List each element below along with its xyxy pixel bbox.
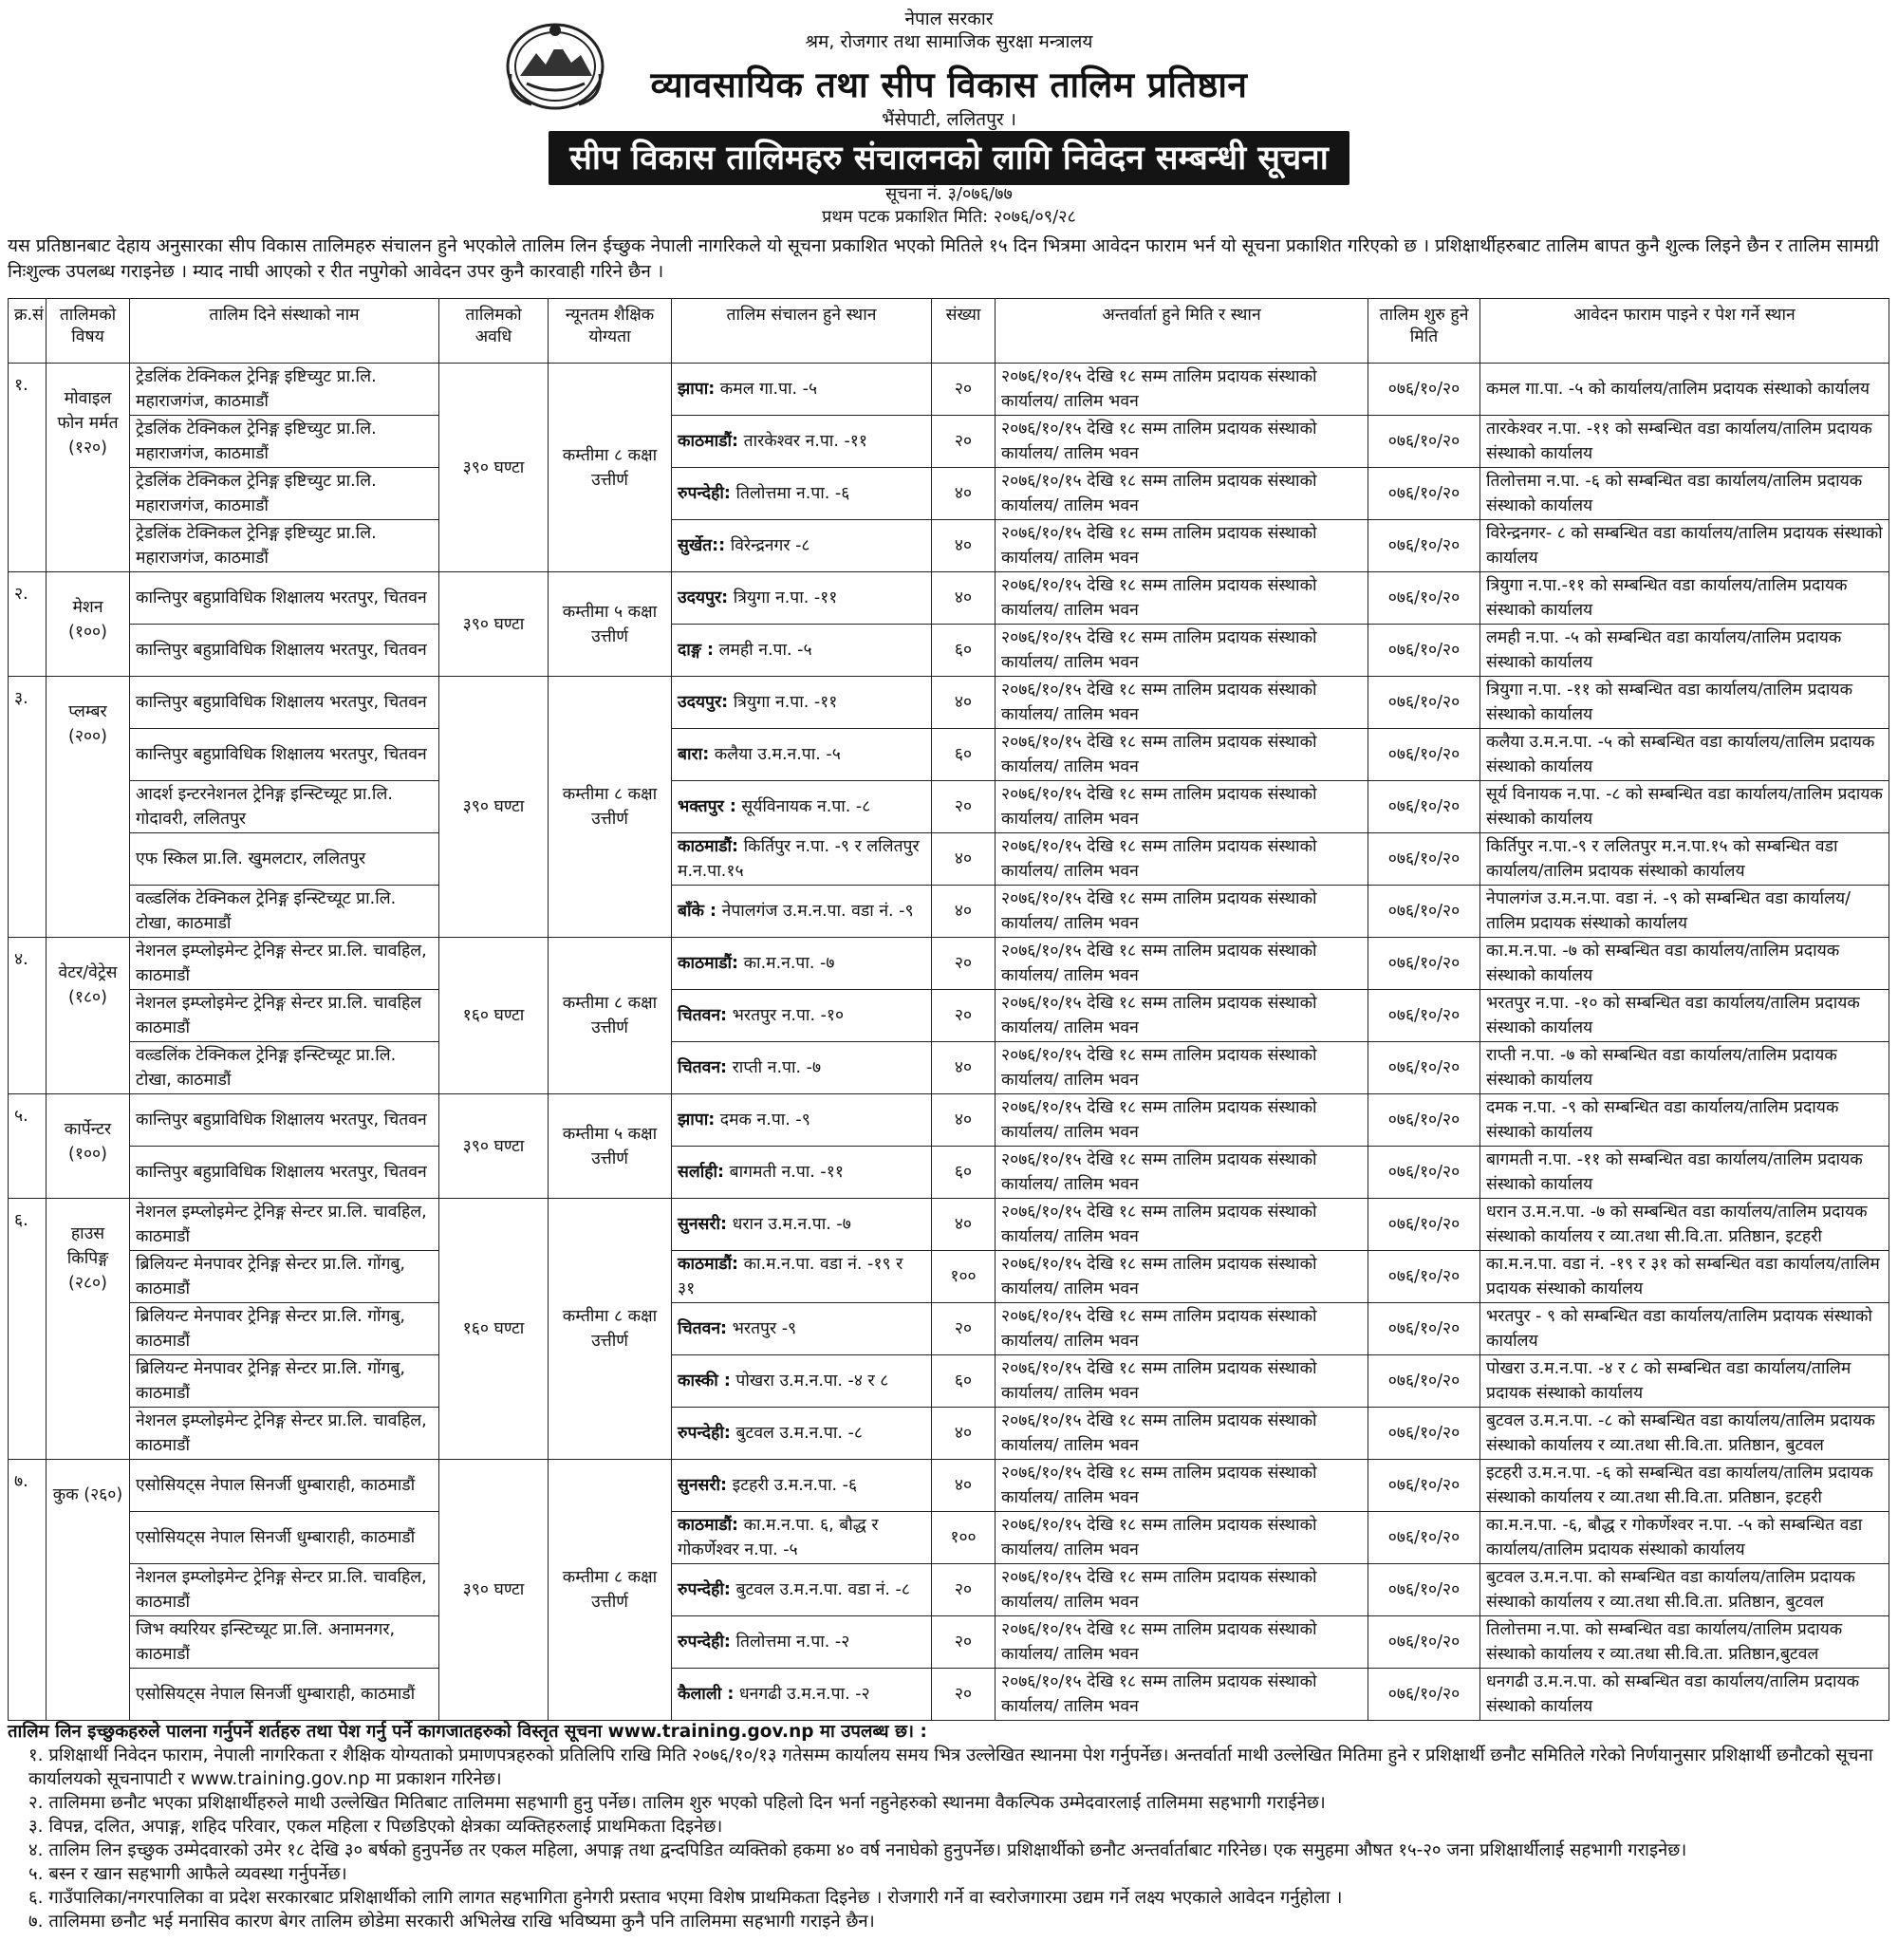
- location-label: त्रियुगा न.पा. -११: [728, 588, 838, 607]
- participant-count: २०: [932, 1669, 996, 1721]
- start-date: ०७६/१०/२०: [1368, 886, 1480, 938]
- interview-date-place: २०७६/१०/१५ देखि १८ सम्म तालिम प्रदायक संस्थाको कार्यालय/ तालिम भवन: [996, 781, 1368, 833]
- application-place: बुटवल उ.म.न.पा. को सम्बन्धित वडा कार्यालय/तालिम प्रदायक संस्थाको कार्यालय र व्या.तथा सी.वि.ता. प्रतिष्ठान, बुटवल: [1480, 1564, 1889, 1616]
- interview-date-place: २०७६/१०/१५ देखि १८ सम्म तालिम प्रदायक संस्थाको कार्यालय/ तालिम भवन: [996, 1042, 1368, 1094]
- header-start-date: तालिम शुरु हुने मिति: [1368, 299, 1480, 364]
- training-location: [672, 1042, 932, 1094]
- min-qualification: कम्तीमा ८ कक्षा उत्तीर्ण: [549, 938, 672, 1094]
- location-label: दमक न.पा. -९: [715, 1111, 810, 1129]
- header-interview: अन्तर्वार्ता हुने मिति र स्थान: [996, 299, 1368, 364]
- institute-name: एसोसियट्स नेपाल सिनर्जी धुम्बाराही, काठमाडौं: [130, 1512, 439, 1564]
- table-row: [9, 886, 1889, 938]
- gov-label: नेपाल सरकार: [904, 9, 994, 29]
- training-location: [672, 1460, 932, 1512]
- application-place: तारकेश्वर न.पा. -११ को सम्बन्धित वडा कार्यालय/तालिम प्रदायक संस्थाको कार्यालय: [1480, 416, 1889, 468]
- participant-count: २०: [932, 364, 996, 416]
- institute-name: एसोसियट्स नेपाल सिनर्जी धुम्बाराही, काठमाडौं: [130, 1669, 439, 1721]
- institute-name: ट्रेडलिंक टेक्निकल ट्रेनिङ्ग इष्टिच्युट प्रा.लि. महाराजगंज, काठमाडौं: [130, 416, 439, 468]
- location-label: का.म.न.पा. -७: [738, 954, 835, 973]
- interview-date-place: २०७६/१०/१५ देखि १८ सम्म तालिम प्रदायक संस्थाको कार्यालय/ तालिम भवन: [996, 468, 1368, 520]
- table-row: [9, 1303, 1889, 1355]
- interview-date-place: २०७६/१०/१५ देखि १८ सम्म तालिम प्रदायक संस्थाको कार्यालय/ तालिम भवन: [996, 990, 1368, 1042]
- participant-count: ६०: [932, 1147, 996, 1199]
- serial-number: ५.: [9, 1094, 47, 1199]
- interview-date-place: २०७६/१०/१५ देखि १८ सम्म तालिम प्रदायक संस्थाको कार्यालय/ तालिम भवन: [996, 1408, 1368, 1460]
- application-place: पोखरा उ.म.न.पा. -४ र ८ को सम्बन्धित वडा कार्यालय/तालिम प्रदायक संस्थाको कार्यालय: [1480, 1355, 1889, 1408]
- interview-date-place: २०७६/१०/१५ देखि १८ सम्म तालिम प्रदायक संस्थाको कार्यालय/ तालिम भवन: [996, 729, 1368, 781]
- district-label: उदयपुर:: [678, 693, 729, 712]
- start-date: ०७६/१०/२०: [1368, 1094, 1480, 1147]
- institute-name: कान्तिपुर बहुप्राविधिक शिक्षालय भरतपुर, चितवन: [130, 677, 439, 729]
- application-place: दमक न.पा. -९ को सम्बन्धित वडा कार्यालय/तालिम प्रदायक संस्थाको कार्यालय: [1480, 1094, 1889, 1147]
- district-label: चितवन:: [678, 1319, 728, 1338]
- table-row: [9, 364, 1889, 416]
- location-label: भरतपुर -९: [727, 1319, 797, 1338]
- training-location: [672, 1669, 932, 1721]
- institute-name: ट्रेडलिंक टेक्निकल ट्रेनिङ्ग इष्टिच्युट प्रा.लि. महाराजगंज, काठमाडौं: [130, 364, 439, 416]
- min-qualification: कम्तीमा ५ कक्षा उत्तीर्ण: [549, 572, 672, 677]
- table-row: [9, 938, 1889, 990]
- serial-number: ३.: [9, 677, 47, 938]
- condition-item: २. तालिममा छनौट भएका प्रशिक्षार्थीहरुले माथी उल्लेखित मितिबाट तालिममा सहभागी हुनु पर्नेछ। तालिम शुरु भएको पहिलो दिन भर्ना नहुनेहरुको स्थानमा वैकल्पिक उम्मेदवारलाई तालिममा सहभागी गराईनेछ।: [28, 1793, 1326, 1813]
- start-date: ०७६/१०/२०: [1368, 468, 1480, 520]
- application-place: त्रियुगा न.पा.-११ को सम्बन्धित वडा कार्यालय/तालिम प्रदायक संस्थाको कार्यालय: [1480, 572, 1889, 625]
- location-label: बुटवल उ.म.न.पा. -८: [730, 1424, 863, 1443]
- interview-date-place: २०७६/१०/१५ देखि १८ सम्म तालिम प्रदायक संस्थाको कार्यालय/ तालिम भवन: [996, 572, 1368, 625]
- district-label: भक्तपुर :: [678, 797, 736, 816]
- table-row: [9, 416, 1889, 468]
- application-place: बागमती न.पा. -११ को सम्बन्धित वडा कार्यालय/तालिम प्रदायक संस्थाको कार्यालय: [1480, 1147, 1889, 1199]
- institute-name: वल्र्डलिंक टेक्निकल ट्रेनिङ्ग इन्स्टिच्यूट प्रा.लि. टोखा, काठमाडौं: [130, 1042, 439, 1094]
- table-row: [9, 468, 1889, 520]
- start-date: ०७६/१०/२०: [1368, 520, 1480, 572]
- start-date: ०७६/१०/२०: [1368, 625, 1480, 677]
- interview-date-place: २०७६/१०/१५ देखि १८ सम्म तालिम प्रदायक संस्थाको कार्यालय/ तालिम भवन: [996, 1512, 1368, 1564]
- location-label: विरेन्द्रनगर -८: [725, 536, 810, 555]
- district-label: काठमाडौं:: [678, 837, 739, 856]
- institute-name: एसोसियट्स नेपाल सिनर्जी धुम्बाराही, काठमाडौं: [130, 1460, 439, 1512]
- ministry-label: श्रम, रोजगार तथा सामाजिक सुरक्षा मन्त्रालय: [805, 31, 1093, 52]
- district-label: काठमाडौं:: [678, 1516, 739, 1535]
- district-label: रुपन्देही:: [678, 1424, 731, 1443]
- table-header-row: [9, 299, 1889, 364]
- institute-name: नेशनल इम्प्लोइमेन्ट ट्रेनिङ्ग सेन्टर प्रा.लि. चावहिल काठमाडौं: [130, 990, 439, 1042]
- start-date: ०७६/१०/२०: [1368, 364, 1480, 416]
- training-subject: प्लम्बर (२००): [47, 677, 130, 938]
- district-label: सुनसरी:: [678, 1476, 728, 1495]
- location-label: नेपालगंज उ.म.न.पा. वडा नं. -९: [716, 902, 914, 921]
- institute-name: एफ स्किल प्रा.लि. खुमलटार, ललितपुर: [130, 833, 439, 886]
- participant-count: २०: [932, 1616, 996, 1669]
- training-location: [672, 729, 932, 781]
- start-date: ०७६/१०/२०: [1368, 1460, 1480, 1512]
- interview-date-place: २०७६/१०/१५ देखि १८ सम्म तालिम प्रदायक संस्थाको कार्यालय/ तालिम भवन: [996, 520, 1368, 572]
- condition-item: ४. तालिम लिन इच्छुक उम्मेदवारको उमेर १८ देखि ३० बर्षको हुनुपर्नेछ तर एकल महिला, अपाङ्ग तथा द्वन्दपिडित व्यक्तिको हकमा ४० वर्ष ननाघेको हुनुपर्नेछ। प्रशिक्षार्थीको छनौट अन्तर्वार्ताबाट गरिनेछ। एक समुहमा औषत १५-२० जना प्रशिक्षार्थीलाई सहभागी गराइनेछ।: [28, 1840, 1687, 1860]
- application-place: कमल गा.पा. -५ को कार्यालय/तालिम प्रदायक संस्थाको कार्यालय: [1480, 364, 1889, 416]
- location-label: लमही न.पा. -५: [714, 641, 812, 660]
- training-table: [8, 298, 1889, 1721]
- condition-item: ३. विपन्न, दलित, अपाङ्ग, शहिद परिवार, एकल महिला र पिछडिएको क्षेत्रका व्यक्तिहरुलाई प्राथमिकता दिइनेछ।: [28, 1817, 723, 1837]
- district-label: झापा:: [678, 380, 716, 399]
- location-label: तारकेश्वर न.पा. -११: [738, 432, 867, 451]
- location-label: धनगढी उ.म.न.पा. -२: [734, 1685, 870, 1704]
- interview-date-place: २०७६/१०/१५ देखि १८ सम्म तालिम प्रदायक संस्थाको कार्यालय/ तालिम भवन: [996, 1616, 1368, 1669]
- table-row: [9, 1408, 1889, 1460]
- application-place: लमही न.पा. -५ को सम्बन्धित वडा कार्यालय/तालिम प्रदायक संस्थाको कार्यालय: [1480, 625, 1889, 677]
- institute-name: ट्रेडलिंक टेक्निकल ट्रेनिङ्ग इष्टिच्युट प्रा.लि. महाराजगंज, काठमाडौं: [130, 468, 439, 520]
- application-place: कलैया उ.म.न.पा. -५ को सम्बन्धित वडा कार्यालय/तालिम प्रदायक संस्थाको कार्यालय: [1480, 729, 1889, 781]
- participant-count: १००: [932, 1251, 996, 1303]
- participant-count: ४०: [932, 572, 996, 625]
- training-location: [672, 1094, 932, 1147]
- table-row: [9, 1251, 1889, 1303]
- district-label: काठमाडौं:: [678, 1255, 739, 1274]
- application-place: किर्तिपुर न.पा.-९ र ललितपुर म.न.पा.१५ को सम्बन्धित वडा कार्यालय/तालिम प्रदायक संस्थाको कार्यालय: [1480, 833, 1889, 886]
- application-place: का.म.न.पा. -६, बौद्ध र गोकर्णेश्वर न.पा. -५ को सम्बन्धित वडा कार्यालय/तालिम प्रदायक संस्थाको कार्यालय: [1480, 1512, 1889, 1564]
- application-place: का.म.न.पा. वडा नं. -१९ र ३१ को सम्बन्धित वडा कार्यालय/तालिम प्रदायक संस्थाको कार्यालय: [1480, 1251, 1889, 1303]
- application-place: धनगढी उ.म.न.पा. को सम्बन्धित वडा कार्यालय/तालिम प्रदायक संस्थाको कार्यालय: [1480, 1669, 1889, 1721]
- interview-date-place: २०७६/१०/१५ देखि १८ सम्म तालिम प्रदायक संस्थाको कार्यालय/ तालिम भवन: [996, 1460, 1368, 1512]
- district-label: रुपन्देही:: [678, 1633, 731, 1652]
- institute-name: ब्रिलियन्ट मेनपावर ट्रेनिङ्ग सेन्टर प्रा.लि. गोंगबु, काठमाडौं: [130, 1251, 439, 1303]
- table-row: [9, 677, 1889, 729]
- location-label: बुटवल उ.म.न.पा. वडा नं. -८: [730, 1580, 910, 1599]
- district-label: सुनसरी:: [678, 1215, 728, 1234]
- application-place: भरतपुर - ९ को सम्बन्धित वडा कार्यालय/तालिम प्रदायक संस्थाको कार्यालय: [1480, 1303, 1889, 1355]
- application-place: त्रियुगा न.पा. -११ को सम्बन्धित वडा कार्यालय/तालिम प्रदायक संस्थाको कार्यालय: [1480, 677, 1889, 729]
- district-label: बाँके :: [678, 902, 717, 921]
- district-label: झापा:: [678, 1111, 716, 1129]
- start-date: ०७६/१०/२०: [1368, 781, 1480, 833]
- condition-item: ५. बस्न र खान सहभागी आफैले व्यवस्था गर्नुपर्नेछ।: [28, 1864, 347, 1884]
- institute-name: ब्रिलियन्ट मेनपावर ट्रेनिङ्ग सेन्टर प्रा.लि. गोंगबु, काठमाडौं: [130, 1303, 439, 1355]
- location-label: पोखरा उ.म.न.पा. -४ र ८: [730, 1372, 889, 1391]
- header-subject: तालिमको विषय: [47, 299, 130, 364]
- participant-count: २०: [932, 990, 996, 1042]
- interview-date-place: २०७६/१०/१५ देखि १८ सम्म तालिम प्रदायक संस्थाको कार्यालय/ तालिम भवन: [996, 1251, 1368, 1303]
- table-row: [9, 1199, 1889, 1251]
- application-place: बुटवल उ.म.न.पा. -८ को सम्बन्धित वडा कार्यालय/तालिम प्रदायक संस्थाको कार्यालय र व्या.तथा सी.वि.ता. प्रतिष्ठान, बुटवल: [1480, 1408, 1889, 1460]
- start-date: ०७६/१०/२०: [1368, 990, 1480, 1042]
- training-location: [672, 364, 932, 416]
- training-location: [672, 1616, 932, 1669]
- district-label: बारा:: [678, 745, 710, 764]
- location-label: कमल गा.पा. -५: [715, 380, 818, 399]
- interview-date-place: २०७६/१०/१५ देखि १८ सम्म तालिम प्रदायक संस्थाको कार्यालय/ तालिम भवन: [996, 1355, 1368, 1408]
- interview-date-place: २०७६/१०/१५ देखि १८ सम्म तालिम प्रदायक संस्थाको कार्यालय/ तालिम भवन: [996, 1094, 1368, 1147]
- district-label: सुर्खेत::: [678, 536, 726, 555]
- location-label: तिलोत्तमा न.पा. -६: [730, 484, 850, 503]
- table-row: [9, 1147, 1889, 1199]
- district-label: सर्लाही:: [678, 1163, 725, 1182]
- serial-number: ४.: [9, 938, 47, 1094]
- table-row: [9, 1564, 1889, 1616]
- application-place: भरतपुर न.पा. -१० को सम्बन्धित वडा कार्यालय/तालिम प्रदायक संस्थाको कार्यालय: [1480, 990, 1889, 1042]
- interview-date-place: २०७६/१०/१५ देखि १८ सम्म तालिम प्रदायक संस्थाको कार्यालय/ तालिम भवन: [996, 938, 1368, 990]
- training-location: [672, 1355, 932, 1408]
- application-place: राप्ती न.पा. -७ को सम्बन्धित वडा कार्यालय/तालिम प्रदायक संस्थाको कार्यालय: [1480, 1042, 1889, 1094]
- application-place: इटहरी उ.म.न.पा. -६ को सम्बन्धित वडा कार्यालय/तालिम प्रदायक संस्थाको कार्यालय र व्या.तथा सी.वि.ता. प्रतिष्ठान, इटहरी: [1480, 1460, 1889, 1512]
- header-institute: तालिम दिने संस्थाको नाम: [130, 299, 439, 364]
- table-row: [9, 1512, 1889, 1564]
- participant-count: २०: [932, 781, 996, 833]
- location-label: कलैया उ.म.न.पा. -५: [709, 745, 841, 764]
- table-body: [9, 364, 1889, 1721]
- start-date: ०७६/१०/२०: [1368, 1303, 1480, 1355]
- training-location: [672, 1251, 932, 1303]
- location-label: बागमती न.पा. -११: [724, 1163, 844, 1182]
- participant-count: ४०: [932, 468, 996, 520]
- training-location: [672, 677, 932, 729]
- intro-paragraph: यस प्रतिष्ठानबाट देहाय अनुसारका सीप विकास तालिमहरु संचालन हुने भएकोले तालिम लिन ईच्छुक नेपाली नागरिकले यो सूचना प्रकाशित भएको मितिले १५ दिन भित्रमा आवेदन फाराम भर्न यो सूचना प्रकाशित गरिएको छ । प्रशिक्षार्थीहरुबाट तालिम बापत कुनै शुल्क लिइने छैन र तालिम सामग्री निःशुल्क उपलब्ध गराइनेछ । म्याद नाघी आएको र रीत नपुगेको आवेदन उपर कुनै कारवाही गरिने छैन ।: [8, 235, 1880, 282]
- training-location: [672, 1408, 932, 1460]
- table-row: [9, 1094, 1889, 1147]
- table-row: [9, 572, 1889, 625]
- application-place: सूर्य विनायक न.पा. -८ को सम्बन्धित वडा कार्यालय/तालिम प्रदायक संस्थाको कार्यालय: [1480, 781, 1889, 833]
- min-qualification: कम्तीमा ५ कक्षा उत्तीर्ण: [549, 1094, 672, 1199]
- district-label: रुपन्देही:: [678, 1580, 731, 1599]
- min-qualification: कम्तीमा ८ कक्षा उत्तीर्ण: [549, 1199, 672, 1460]
- start-date: ०७६/१०/२०: [1368, 729, 1480, 781]
- training-duration: ३९० घण्टा: [439, 364, 549, 572]
- notice-number: सूचना नं. ३/०७६/७७: [885, 184, 1013, 204]
- participant-count: २०: [932, 416, 996, 468]
- header-qualification: न्यूनतम शैक्षिक योग्यता: [549, 299, 672, 364]
- application-place: नेपालगंज उ.म.न.पा. वडा नं. -९ को सम्बन्धित वडा कार्यालय/तालिम प्रदायक संस्थाको कार्यालय: [1480, 886, 1889, 938]
- institute-name: नेशनल इम्प्लोइमेन्ट ट्रेनिङ्ग सेन्टर प्रा.लि. चावहिल, काठमाडौं: [130, 1199, 439, 1251]
- start-date: ०७६/१०/२०: [1368, 416, 1480, 468]
- interview-date-place: २०७६/१०/१५ देखि १८ सम्म तालिम प्रदायक संस्थाको कार्यालय/ तालिम भवन: [996, 833, 1368, 886]
- training-location: [672, 938, 932, 990]
- participant-count: ४०: [932, 1199, 996, 1251]
- start-date: ०७६/१०/२०: [1368, 1669, 1480, 1721]
- training-location: [672, 1512, 932, 1564]
- institute-name: आदर्श इन्टरनेशनल ट्रेनिङ्ग इन्स्टिच्यूट प्रा.लि. गोदावरी, ललितपुर: [130, 781, 439, 833]
- header-sn: क्र.सं: [9, 299, 47, 364]
- participant-count: २०: [932, 1564, 996, 1616]
- min-qualification: कम्तीमा ८ कक्षा उत्तीर्ण: [549, 677, 672, 938]
- application-place: धरान उ.म.न.पा. -७ को सम्बन्धित वडा कार्यालय/तालिम प्रदायक संस्थाको कार्यालय र व्या.तथा सी.वि.ता. प्रतिष्ठान, इटहरी: [1480, 1199, 1889, 1251]
- start-date: ०७६/१०/२०: [1368, 938, 1480, 990]
- training-location: [672, 1199, 932, 1251]
- interview-date-place: २०७६/१०/१५ देखि १८ सम्म तालिम प्रदायक संस्थाको कार्यालय/ तालिम भवन: [996, 1147, 1368, 1199]
- district-label: उदयपुर:: [678, 588, 729, 607]
- condition-item: १. प्रशिक्षार्थी निवेदन फाराम, नेपाली नागरिकता र शैक्षिक योग्यताको प्रमाणपत्रहरुको प्रतिलिपि राखि मिति २०७६/१०/१३ गतेसम्म कार्यालय समय भित्र उल्लेखित स्थानमा पेश गर्नुपर्नेछ। अन्तर्वार्ता माथी उल्लेखित मितिमा हुने र प्रशिक्षार्थी छनौट समितिले गरेको निर्णयानुसार प्रशिक्षार्थी छनौटको सूचना कार्यालयको सूचनापाटी र www.training.gov.np मा प्रकाशन गरिनेछ।: [28, 1745, 1873, 1789]
- org-title: व्यावसायिक तथा सीप विकास तालिम प्रतिष्ठान: [650, 65, 1248, 105]
- participant-count: ४०: [932, 677, 996, 729]
- start-date: ०७६/१०/२०: [1368, 1147, 1480, 1199]
- serial-number: १.: [9, 364, 47, 572]
- notice-banner: सीप विकास तालिमहरु संचालनको लागि निवेदन सम्बन्धी सूचना: [549, 131, 1349, 185]
- org-address: भैंसेपाटी, ललितपुर ।: [882, 109, 1016, 130]
- interview-date-place: २०७६/१०/१५ देखि १८ सम्म तालिम प्रदायक संस्थाको कार्यालय/ तालिम भवन: [996, 886, 1368, 938]
- institute-name: ट्रेडलिंक टेक्निकल ट्रेनिङ्ग इष्टिच्युट प्रा.लि. महाराजगंज, काठमाडौं: [130, 520, 439, 572]
- location-label: तिलोत्तमा न.पा. -२: [730, 1633, 850, 1652]
- participant-count: ४०: [932, 886, 996, 938]
- institute-name: नेशनल इम्प्लोइमेन्ट ट्रेनिङ्ग सेन्टर प्रा.लि. चावहिल, काठमाडौं: [130, 938, 439, 990]
- training-subject: मेशन (१००): [47, 572, 130, 677]
- min-qualification: कम्तीमा ८ कक्षा उत्तीर्ण: [549, 1460, 672, 1721]
- training-location: [672, 625, 932, 677]
- training-duration: ३९० घण्टा: [439, 1460, 549, 1721]
- header-application-place: आवेदन फाराम पाइने र पेश गर्ने स्थान: [1480, 299, 1889, 364]
- start-date: ०७६/१०/२०: [1368, 1355, 1480, 1408]
- start-date: ०७६/१०/२०: [1368, 1512, 1480, 1564]
- district-label: चितवन:: [678, 1058, 728, 1077]
- training-location: [672, 781, 932, 833]
- serial-number: ६.: [9, 1199, 47, 1460]
- participant-count: ४०: [932, 520, 996, 572]
- table-row: [9, 990, 1889, 1042]
- application-place: विरेन्द्रनगर- ८ को सम्बन्धित वडा कार्यालय/तालिम प्रदायक संस्थाको कार्यालय: [1480, 520, 1889, 572]
- interview-date-place: २०७६/१०/१५ देखि १८ सम्म तालिम प्रदायक संस्थाको कार्यालय/ तालिम भवन: [996, 1564, 1368, 1616]
- serial-number: २.: [9, 572, 47, 677]
- start-date: ०७६/१०/२०: [1368, 833, 1480, 886]
- condition-item: ६. गाउँपालिका/नगरपालिका वा प्रदेश सरकारबाट प्रशिक्षार्थीको लागि लागत सहभागिता हुनेगरी प्रस्ताव भएमा विशेष प्राथमिकता दिइनेछ । रोजगारी गर्ने वा स्वरोजगारमा उद्यम गर्ने लक्ष्य भएकाले आवेदन गर्नुहोला ।: [28, 1888, 1343, 1908]
- start-date: ०७६/१०/२०: [1368, 1251, 1480, 1303]
- institute-name: नेशनल इम्प्लोइमेन्ट ट्रेनिङ्ग सेन्टर प्रा.लि. चावहिल, काठमाडौं: [130, 1408, 439, 1460]
- start-date: ०७६/१०/२०: [1368, 1408, 1480, 1460]
- participant-count: ४०: [932, 1460, 996, 1512]
- header-duration: तालिमको अवधि: [439, 299, 549, 364]
- training-duration: १६० घण्टा: [439, 938, 549, 1094]
- district-label: काठमाडौं:: [678, 432, 739, 451]
- participant-count: ४०: [932, 1408, 996, 1460]
- interview-date-place: २०७६/१०/१५ देखि १८ सम्म तालिम प्रदायक संस्थाको कार्यालय/ तालिम भवन: [996, 1199, 1368, 1251]
- start-date: ०७६/१०/२०: [1368, 1616, 1480, 1669]
- table-row: [9, 1042, 1889, 1094]
- participant-count: १००: [932, 1512, 996, 1564]
- participant-count: ६०: [932, 625, 996, 677]
- table-row: [9, 1616, 1889, 1669]
- training-location: [672, 520, 932, 572]
- district-label: काठमाडौं:: [678, 954, 739, 973]
- institute-name: ब्रिलियन्ट मेनपावर ट्रेनिङ्ग सेन्टर प्रा.लि. गोंगबु, काठमाडौं: [130, 1355, 439, 1408]
- location-label: राप्ती न.पा. -७: [727, 1058, 822, 1077]
- participant-count: ६०: [932, 1355, 996, 1408]
- location-label: त्रियुगा न.पा. -११: [728, 693, 838, 712]
- interview-date-place: २०७६/१०/१५ देखि १८ सम्म तालिम प्रदायक संस्थाको कार्यालय/ तालिम भवन: [996, 364, 1368, 416]
- training-duration: ३९० घण्टा: [439, 1094, 549, 1199]
- table-row: [9, 1355, 1889, 1408]
- training-subject: मोवाइल फोन मर्मत (१२०): [47, 364, 130, 572]
- training-duration: १६० घण्टा: [439, 1199, 549, 1460]
- start-date: ०७६/१०/२०: [1368, 572, 1480, 625]
- training-location: [672, 1564, 932, 1616]
- training-location: [672, 416, 932, 468]
- training-duration: ३९० घण्टा: [439, 677, 549, 938]
- participant-count: ४०: [932, 1042, 996, 1094]
- location-label: का.म.न.पा. वडा नं. -१९ र ३१: [678, 1255, 903, 1298]
- district-label: कास्की :: [678, 1372, 731, 1391]
- participant-count: २०: [932, 938, 996, 990]
- institute-name: कान्तिपुर बहुप्राविधिक शिक्षालय भरतपुर, चितवन: [130, 625, 439, 677]
- table-row: [9, 833, 1889, 886]
- serial-number: ७.: [9, 1460, 47, 1721]
- interview-date-place: २०७६/१०/१५ देखि १८ सम्म तालिम प्रदायक संस्थाको कार्यालय/ तालिम भवन: [996, 1303, 1368, 1355]
- start-date: ०७६/१०/२०: [1368, 1564, 1480, 1616]
- institute-name: कान्तिपुर बहुप्राविधिक शिक्षालय भरतपुर, चितवन: [130, 729, 439, 781]
- location-label: किर्तिपुर न.पा. -९ र ललितपुर म.न.पा.१५: [678, 837, 920, 881]
- conditions-heading: तालिम लिन इच्छुकहरुले पालना गर्नुपर्ने शर्तहरु तथा पेश गर्नु पर्ने कागजातहरुको विस्तृत सूचना www.training.gov.np मा उपलब्ध छ। :: [8, 1722, 927, 1742]
- interview-date-place: २०७६/१०/१५ देखि १८ सम्म तालिम प्रदायक संस्थाको कार्यालय/ तालिम भवन: [996, 625, 1368, 677]
- district-label: चितवन:: [678, 1006, 728, 1025]
- conditions-section: [8, 1720, 1890, 1933]
- min-qualification: कम्तीमा ८ कक्षा उत्तीर्ण: [549, 364, 672, 572]
- training-location: [672, 468, 932, 520]
- training-location: [672, 572, 932, 625]
- table-row: [9, 781, 1889, 833]
- training-subject: हाउस किपिङ्ग (२८०): [47, 1199, 130, 1460]
- start-date: ०७६/१०/२०: [1368, 1042, 1480, 1094]
- participant-count: ६०: [932, 729, 996, 781]
- table-row: [9, 1669, 1889, 1721]
- institute-name: कान्तिपुर बहुप्राविधिक शिक्षालय भरतपुर, चितवन: [130, 1094, 439, 1147]
- district-label: कैलाली :: [678, 1685, 735, 1704]
- district-label: रुपन्देही:: [678, 484, 731, 503]
- institute-name: वल्र्डलिंक टेक्निकल ट्रेनिङ्ग इन्स्टिच्यूट प्रा.लि. टोखा, काठमाडौं: [130, 886, 439, 938]
- table-row: [9, 625, 1889, 677]
- interview-date-place: २०७६/१०/१५ देखि १८ सम्म तालिम प्रदायक संस्थाको कार्यालय/ तालिम भवन: [996, 1669, 1368, 1721]
- training-subject: कुक (२६०): [47, 1460, 130, 1721]
- training-location: [672, 886, 932, 938]
- participant-count: ४०: [932, 833, 996, 886]
- location-label: का.म.न.पा. ६, बौद्ध र गोकर्णेश्वर न.पा. -५: [678, 1516, 879, 1559]
- location-label: भरतपुर न.पा. -१०: [727, 1006, 845, 1025]
- interview-date-place: २०७६/१०/१५ देखि १८ सम्म तालिम प्रदायक संस्थाको कार्यालय/ तालिम भवन: [996, 677, 1368, 729]
- training-location: [672, 1147, 932, 1199]
- application-place: तिलोत्तमा न.पा. -६ को सम्बन्धित वडा कार्यालय/तालिम प्रदायक संस्थाको कार्यालय: [1480, 468, 1889, 520]
- training-duration: ३९० घण्टा: [439, 572, 549, 677]
- application-place: का.म.न.पा. -७ को सम्बन्धित वडा कार्यालय/तालिम प्रदायक संस्थाको कार्यालय: [1480, 938, 1889, 990]
- training-location: [672, 833, 932, 886]
- location-label: इटहरी उ.म.न.पा. -६: [727, 1476, 858, 1495]
- interview-date-place: २०७६/१०/१५ देखि १८ सम्म तालिम प्रदायक संस्थाको कार्यालय/ तालिम भवन: [996, 416, 1368, 468]
- institute-name: कान्तिपुर बहुप्राविधिक शिक्षालय भरतपुर, चितवन: [130, 572, 439, 625]
- publish-date: प्रथम पटक प्रकाशित मिति: २०७६/०९/२८: [822, 207, 1076, 227]
- training-subject: वेटर/वेट्रेस (१८०): [47, 938, 130, 1094]
- header-count: संख्या: [932, 299, 996, 364]
- header-location: तालिम संचालन हुने स्थान: [672, 299, 932, 364]
- training-subject: कार्पेन्टर (१००): [47, 1094, 130, 1199]
- start-date: ०७६/१०/२०: [1368, 677, 1480, 729]
- table-row: [9, 1460, 1889, 1512]
- participant-count: ४०: [932, 1094, 996, 1147]
- condition-item: ७. तालिममा छनौट भई मनासिव कारण बेगर तालिम छोडेमा सरकारी अभिलेख राखि भविष्यमा कुनै पनि तालिममा सहभागी गराइने छैन।: [28, 1912, 875, 1932]
- table-row: [9, 729, 1889, 781]
- application-place: तिलोत्तमा न.पा. को सम्बन्धित वडा कार्यालय/तालिम प्रदायक संस्थाको कार्यालय र व्या.तथा सी.वि.ता. प्रतिष्ठान,बुटवल: [1480, 1616, 1889, 1669]
- start-date: ०७६/१०/२०: [1368, 1199, 1480, 1251]
- location-label: धरान उ.म.न.पा. -७: [727, 1215, 851, 1234]
- table-row: [9, 520, 1889, 572]
- institute-name: कान्तिपुर बहुप्राविधिक शिक्षालय भरतपुर, चितवन: [130, 1147, 439, 1199]
- training-location: [672, 990, 932, 1042]
- training-location: [672, 1303, 932, 1355]
- location-label: सूर्यविनायक न.पा. -८: [735, 797, 871, 816]
- district-label: दाङ्ग :: [678, 641, 714, 660]
- participant-count: २०: [932, 1303, 996, 1355]
- institute-name: जिभ क्यरियर इन्स्टिच्यूट प्रा.लि. अनामनगर, काठमाडौं: [130, 1616, 439, 1669]
- institute-name: नेशनल इम्प्लोइमेन्ट ट्रेनिङ्ग सेन्टर प्रा.लि. चावहिल, काठमाडौं: [130, 1564, 439, 1616]
